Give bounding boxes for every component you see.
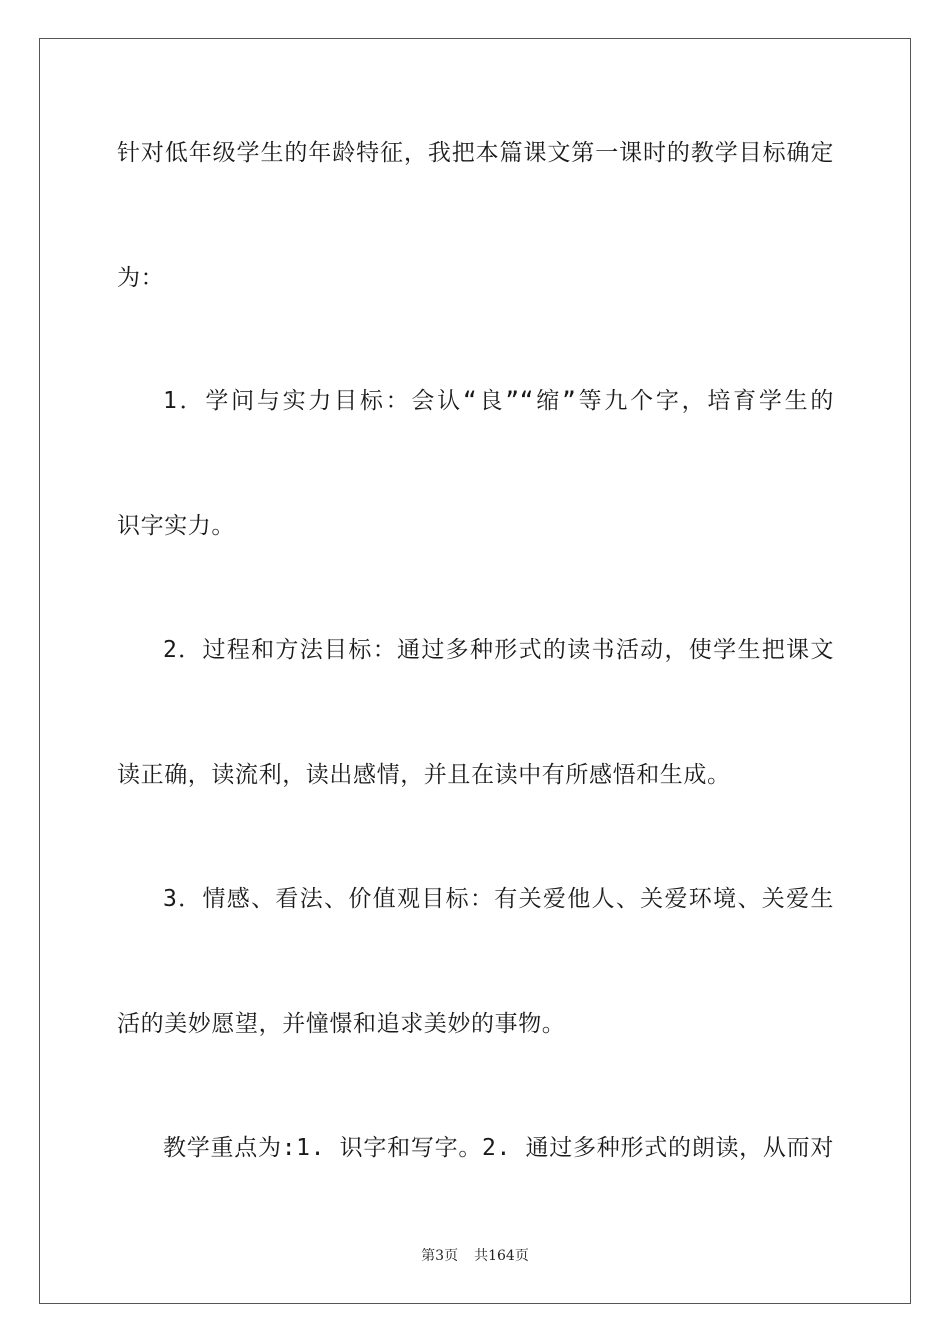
goal-3-line: 3．情感、看法、价值观目标：有关爱他人、关爱环境、关爱生 (163, 886, 834, 912)
goal-2-line: 读正确，读流利，读出感情，并且在读中有所感悟和生成。 (117, 762, 731, 788)
goal-1-line: 识字实力。 (117, 513, 235, 539)
page-number: 第3页 (421, 1248, 459, 1264)
paragraph-line: 针对低年级学生的年龄特征，我把本篇课文第一课时的教学目标确定 (117, 140, 834, 166)
page-border (39, 38, 911, 1304)
goal-2-line: 2．过程和方法目标：通过多种形式的读书活动，使学生把课文 (163, 637, 834, 663)
goal-1-line: 1．学问与实力目标：会认“良”“缩”等九个字，培育学生的 (163, 388, 834, 414)
key-points-line: 教学重点为:1. 识字和写字。2. 通过多种形式的朗读，从而对 (163, 1135, 834, 1161)
page-footer (0, 1246, 950, 1266)
page-total: 共164页 (474, 1248, 529, 1264)
paragraph-line: 为： (117, 265, 165, 291)
goal-3-line: 活的美妙愿望，并憧憬和追求美妙的事物。 (117, 1011, 566, 1037)
